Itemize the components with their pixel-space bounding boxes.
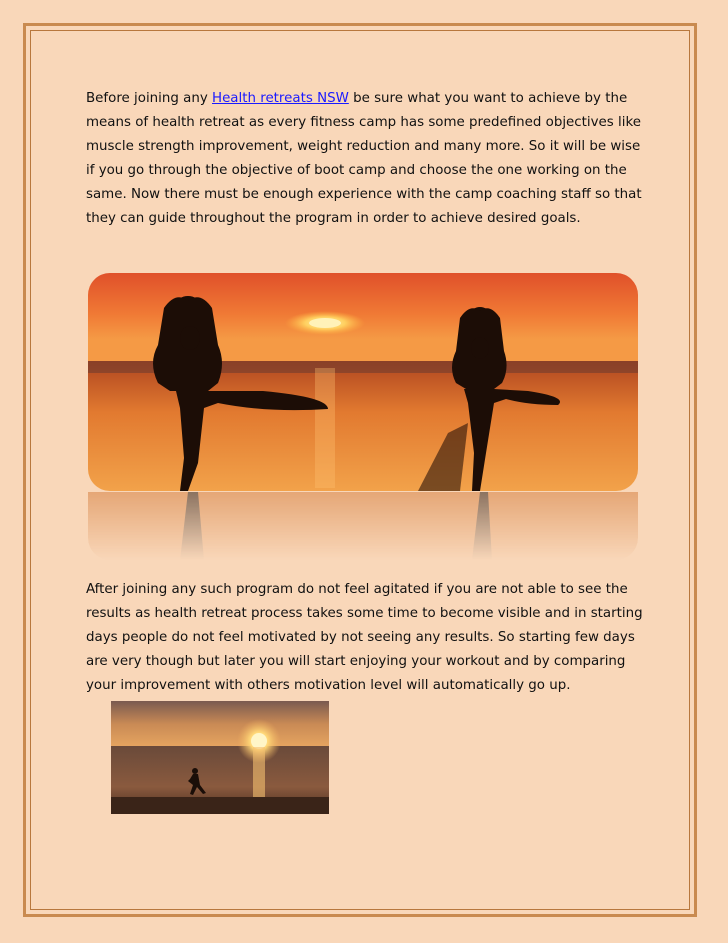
paragraph-intro-rest: be sure what you want to achieve by the means of health retreat as every fitness camp has some predefined objectives like muscle strength improvement, weight reduction and many more. So it will be wise if you go through the objective of boot camp and choose the one working on the same. Now there must be enough experience with the camp coaching staff so that they can guide throughout the program in order to achieve desired goals. xyxy=(86,91,642,226)
yoga-image-reflection xyxy=(88,492,638,560)
yoga-sunset-image xyxy=(88,273,638,491)
health-retreats-link[interactable]: Health retreats NSW xyxy=(212,91,349,106)
runner-sunset-image xyxy=(111,701,329,814)
paragraph-intro xyxy=(86,87,646,231)
paragraph-intro-start: Before joining any xyxy=(86,91,212,106)
paragraph-motivation: After joining any such program do not feel agitated if you are not able to see the results as health retreat process takes some time to become visible and in starting days people do not feel motivated by not seeing any results. So starting few days are very though but later you will start enjoying your workout and by comparing your improvement with others motivation level will automatically go up. xyxy=(86,582,643,693)
